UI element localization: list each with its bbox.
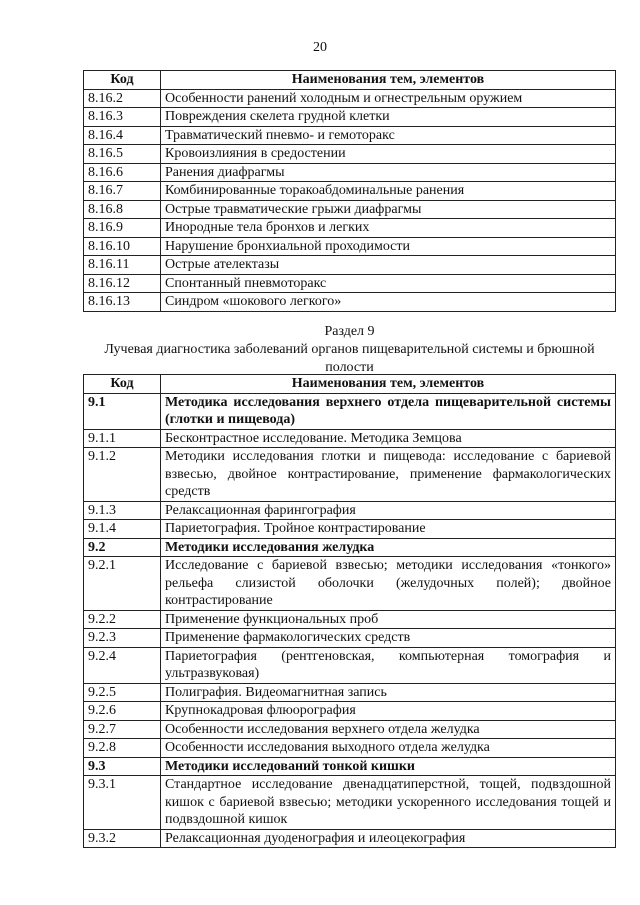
- row-code: 9.1.2: [84, 448, 161, 502]
- table-row: [84, 126, 616, 145]
- row-code: 9.1.4: [84, 520, 161, 539]
- row-code: 9.2.7: [84, 720, 161, 739]
- header-code: Код: [84, 71, 161, 90]
- row-title: Методики исследования желудка: [161, 538, 616, 557]
- table-row: [84, 610, 616, 629]
- topics-table-9: [83, 374, 616, 848]
- topics-table-8-16: [83, 70, 616, 312]
- row-title: Методики исследований тонкой кишки: [161, 757, 616, 776]
- row-code: 9.2.6: [84, 702, 161, 721]
- table-row: [84, 683, 616, 702]
- table-row: [84, 293, 616, 312]
- row-title: Релаксационная фарингография: [161, 501, 616, 520]
- table-row: [84, 219, 616, 238]
- row-title: Кровоизлияния в средостении: [161, 145, 616, 164]
- row-code: 9.1: [84, 393, 161, 429]
- row-code: 8.16.7: [84, 182, 161, 201]
- row-title: Острые травматические грыжи диафрагмы: [161, 200, 616, 219]
- row-code: 8.16.8: [84, 200, 161, 219]
- row-code: 8.16.11: [84, 256, 161, 275]
- table-row: [84, 200, 616, 219]
- row-title: Применение функциональных проб: [161, 610, 616, 629]
- row-title: Комбинированные торакоабдоминальные ранения: [161, 182, 616, 201]
- row-code: 9.2: [84, 538, 161, 557]
- row-title: Инородные тела бронхов и легких: [161, 219, 616, 238]
- table-row: [84, 89, 616, 108]
- row-title: Применение фармакологических средств: [161, 629, 616, 648]
- header-code: Код: [84, 375, 161, 394]
- row-code: 9.2.3: [84, 629, 161, 648]
- row-title: Острые ателектазы: [161, 256, 616, 275]
- table-row: [84, 501, 616, 520]
- table-row: [84, 629, 616, 648]
- row-code: 8.16.3: [84, 108, 161, 127]
- table-header-row: [84, 375, 616, 394]
- table-row: [84, 163, 616, 182]
- table-row: [84, 145, 616, 164]
- row-title: Ранения диафрагмы: [161, 163, 616, 182]
- table-row: [84, 256, 616, 275]
- table-row: [84, 108, 616, 127]
- row-title: Методика исследования верхнего отдела пищеварительной системы (глотки и пищевода): [161, 393, 616, 429]
- row-title: Париетография (рентгеновская, компьютерная томография и ультразвуковая): [161, 647, 616, 683]
- row-title: Релаксационная дуоденография и илеоцекография: [161, 829, 616, 848]
- row-title: Париетография. Тройное контрастирование: [161, 520, 616, 539]
- table-row: [84, 538, 616, 557]
- row-title: Полиграфия. Видеомагнитная запись: [161, 683, 616, 702]
- row-code: 9.2.1: [84, 557, 161, 611]
- row-code: 9.3.2: [84, 829, 161, 848]
- row-code: 8.16.13: [84, 293, 161, 312]
- row-title: Стандартное исследование двенадцатиперстной, тощей, подвздошной кишок с бариевой взвесью; методики ускоренного исследования тощей и подвздошной кишок: [161, 776, 616, 830]
- row-code: 8.16.5: [84, 145, 161, 164]
- table-row: [84, 182, 616, 201]
- row-title: Особенности исследования выходного отдела желудка: [161, 739, 616, 758]
- row-title: Травматический пневмо- и гемоторакс: [161, 126, 616, 145]
- table-row: [84, 647, 616, 683]
- table-row: [84, 739, 616, 758]
- row-title: Исследование с бариевой взвесью; методики исследования «тонкого» рельефа слизистой оболочки (желудочных полей); двойное контрастирование: [161, 557, 616, 611]
- table-header-row: [84, 71, 616, 90]
- row-code: 9.2.5: [84, 683, 161, 702]
- row-title: Спонтанный пневмоторакс: [161, 274, 616, 293]
- row-code: 8.16.10: [84, 237, 161, 256]
- table-row: [84, 702, 616, 721]
- table-row: [84, 776, 616, 830]
- row-title: Особенности исследования верхнего отдела желудка: [161, 720, 616, 739]
- section-heading-block: [83, 323, 616, 377]
- table-row: [84, 274, 616, 293]
- table-row: [84, 720, 616, 739]
- row-code: 8.16.12: [84, 274, 161, 293]
- row-title: Повреждения скелета грудной клетки: [161, 108, 616, 127]
- table-row: [84, 237, 616, 256]
- table-row: [84, 393, 616, 429]
- row-code: 9.2.4: [84, 647, 161, 683]
- header-title: Наименования тем, элементов: [161, 375, 616, 394]
- row-title: Бесконтрастное исследование. Методика Земцова: [161, 429, 616, 448]
- row-title: Синдром «шокового легкого»: [161, 293, 616, 312]
- table-row: [84, 520, 616, 539]
- row-code: 8.16.2: [84, 89, 161, 108]
- row-title: Особенности ранений холодным и огнестрельным оружием: [161, 89, 616, 108]
- row-code: 9.1.1: [84, 429, 161, 448]
- table-row: [84, 557, 616, 611]
- row-code: 9.1.3: [84, 501, 161, 520]
- row-code: 8.16.6: [84, 163, 161, 182]
- header-title: Наименования тем, элементов: [161, 71, 616, 90]
- row-code: 8.16.9: [84, 219, 161, 238]
- row-code: 9.2.2: [84, 610, 161, 629]
- table-row: [84, 448, 616, 502]
- row-title: Крупнокадровая флюорография: [161, 702, 616, 721]
- section-title: Лучевая диагностика заболеваний органов пищеварительной системы и брюшной полости: [104, 342, 595, 375]
- page-number: 20: [313, 40, 327, 55]
- section-number: Раздел 9: [324, 324, 375, 339]
- row-code: 8.16.4: [84, 126, 161, 145]
- row-code: 9.2.8: [84, 739, 161, 758]
- row-code: 9.3.1: [84, 776, 161, 830]
- table-row: [84, 757, 616, 776]
- table-row: [84, 429, 616, 448]
- row-title: Методики исследования глотки и пищевода: исследование с бариевой взвесью, двойное контрастирование, применение фармакологических средств: [161, 448, 616, 502]
- row-code: 9.3: [84, 757, 161, 776]
- row-title: Нарушение бронхиальной проходимости: [161, 237, 616, 256]
- table-row: [84, 829, 616, 848]
